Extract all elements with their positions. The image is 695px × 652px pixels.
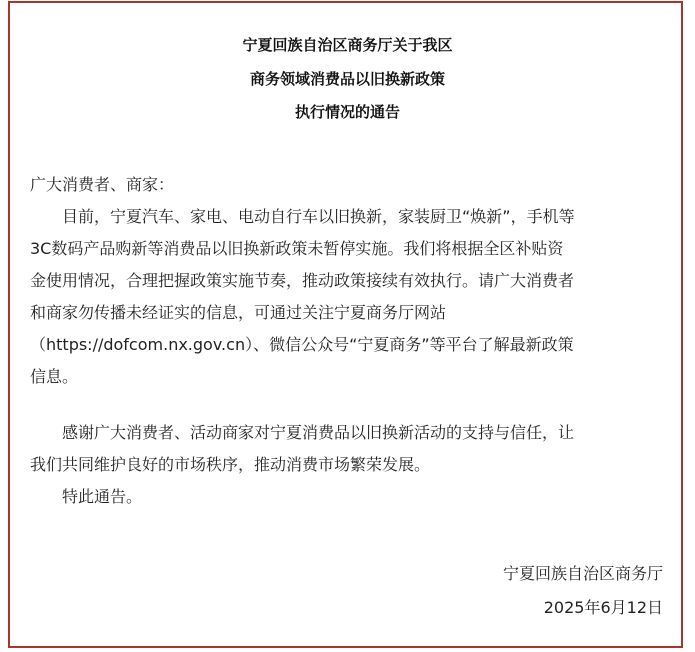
notice-title-line-2: 商务领域消费品以旧换新政策 (249, 70, 445, 88)
signature-organization: 宁夏回族自治区商务厅 (502, 564, 663, 583)
paragraph1-line-4: 和商家勿传播未经证实的信息，可通过关注宁夏商务厅网站 (30, 303, 447, 322)
paragraph1-line-6: 信息。 (30, 367, 79, 386)
notice-closing: 特此通告。 (30, 487, 143, 506)
paragraph1-line-5: （https://dofcom.nx.gov.cn）、微信公众号“宁夏商务”等平台了解最新政策 (30, 335, 574, 354)
notice-salutation: 广大消费者、商家： (30, 175, 175, 194)
paragraph1-line-1: 目前，宁夏汽车、家电、电动自行车以旧换新，家装厨卫“焕新”，手机等 (30, 207, 575, 226)
paragraph2-line-1: 感谢广大消费者、活动商家对宁夏消费品以旧换新活动的支持与信任，让 (30, 423, 575, 442)
notice-border-frame (8, 1, 683, 648)
paragraph2-line-2: 我们共同维护良好的市场秩序，推动消费市场繁荣发展。 (30, 455, 431, 474)
paragraph1-line-3: 金使用情况，合理把握政策实施节奏，推动政策接续有效执行。请广大消费者 (30, 271, 575, 290)
notice-title-line-1: 宁夏回族自治区商务厅关于我区 (242, 36, 453, 54)
signature-date: 2025年6月12日 (543, 598, 663, 617)
paragraph1-line-2: 3C数码产品购新等消费品以旧换新政策未暂停实施。我们将根据全区补贴资 (30, 239, 564, 258)
notice-title-line-3: 执行情况的通告 (294, 103, 400, 121)
